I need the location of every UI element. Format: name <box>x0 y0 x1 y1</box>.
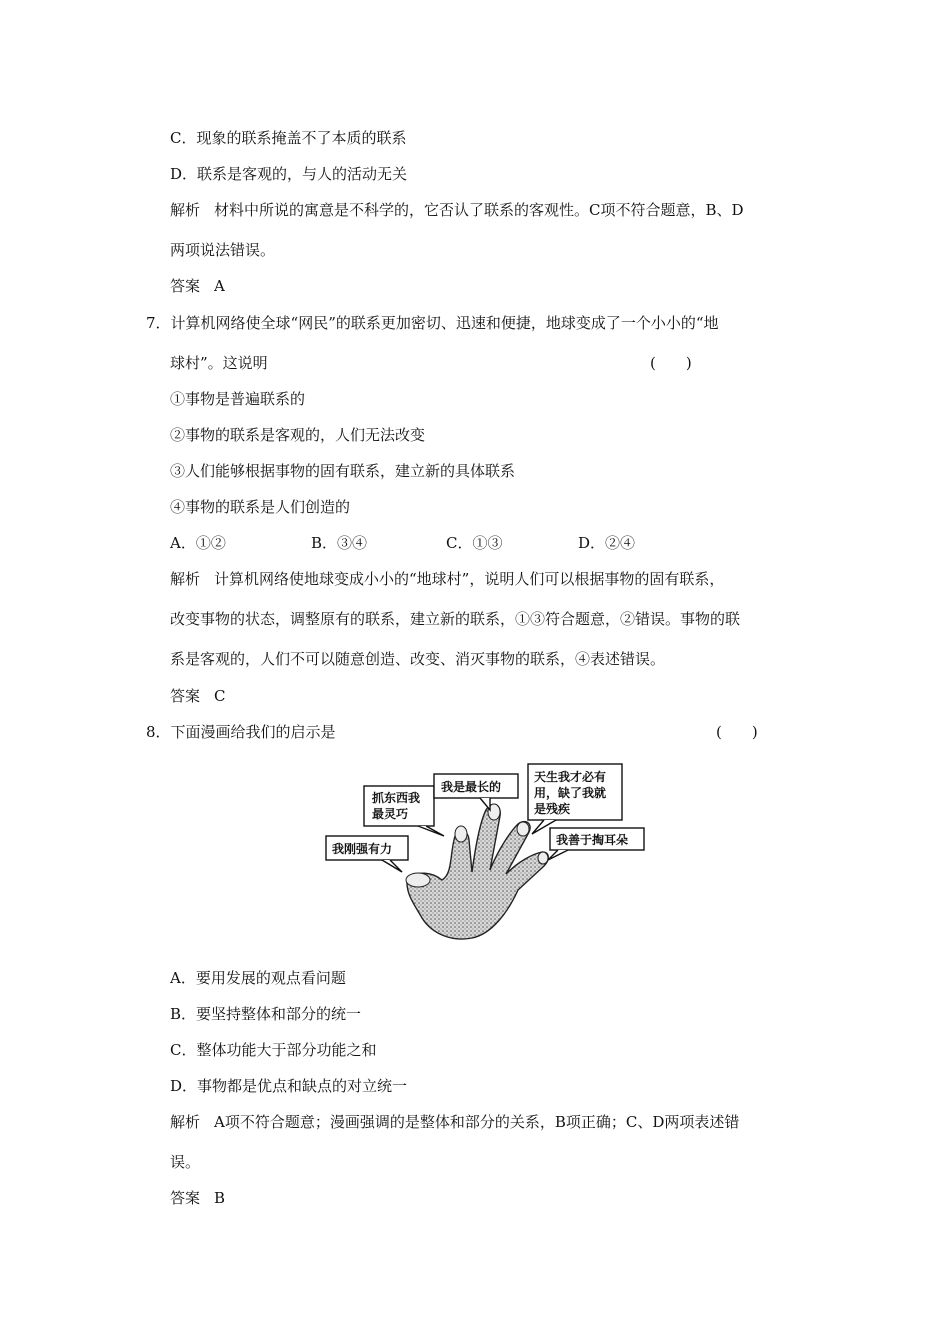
q7-answer <box>170 686 226 706</box>
q7-stem-line1 <box>146 313 719 333</box>
analysis-label: 解析 <box>170 1113 201 1131</box>
speech-bubble-index <box>364 786 444 836</box>
answer-label: 答案 <box>170 687 201 705</box>
bubble-ring-text-3: 是残疾 <box>534 802 571 816</box>
prev-option-c: C．现象的联系掩盖不了本质的联系 <box>170 129 407 147</box>
speech-bubble-little <box>548 828 644 860</box>
q7-analysis-line2: 改变事物的状态，调整原有的联系，建立新的联系，①③符合题意，②错误。事物的联 <box>170 610 741 628</box>
analysis-label: 解析 <box>170 570 201 588</box>
q7-item-3: ③人们能够根据事物的固有联系，建立新的具体联系 <box>170 462 516 480</box>
analysis-label: 解析 <box>170 201 201 219</box>
q8-answer <box>170 1188 225 1208</box>
q7-analysis-line1 <box>170 569 724 589</box>
hand-comic-illustration <box>322 762 650 942</box>
q8-option-c: C．整体功能大于部分功能之和 <box>170 1041 377 1059</box>
q7-option-c: C．①③ <box>446 534 503 552</box>
bubble-index-text-1: 抓东西我 <box>372 791 421 805</box>
q7-number: 7． <box>146 314 171 332</box>
q8-stem <box>146 722 336 742</box>
analysis-text: 计算机网络使地球变成小小的“地球村”，说明人们可以根据事物的固有联系， <box>214 570 725 588</box>
bubble-middle-text: 我是最长的 <box>441 780 502 794</box>
bubble-thumb-text: 我刚强有力 <box>332 842 393 856</box>
q7-item-2: ②事物的联系是客观的，人们无法改变 <box>170 426 426 444</box>
q7-option-b: B．③④ <box>311 534 368 552</box>
q7-option-d: D．②④ <box>578 534 636 552</box>
q8-number: 8． <box>146 723 171 741</box>
speech-bubble-thumb <box>326 836 408 872</box>
bubble-index-text-2: 最灵巧 <box>372 807 409 821</box>
q7-answer-paren: ( ) <box>650 354 692 372</box>
answer-value: C <box>214 687 226 705</box>
q8-answer-paren: ( ) <box>716 723 758 741</box>
analysis-text: A项不符合题意；漫画强调的是整体和部分的关系，B项正确；C、D两项表述错 <box>214 1113 740 1131</box>
analysis-text: 材料中所说的寓意是不科学的，它否认了联系的客观性。C项不符合题意，B、D <box>214 201 744 219</box>
q8-option-a: A．要用发展的观点看问题 <box>170 969 346 987</box>
q7-item-4: ④事物的联系是人们创造的 <box>170 498 351 516</box>
q7-option-a: A．①② <box>170 534 226 552</box>
prev-analysis-line2: 两项说法错误。 <box>170 241 276 259</box>
answer-label: 答案 <box>170 1189 201 1207</box>
speech-bubble-ring <box>528 764 622 834</box>
bubble-ring-text-1: 天生我才必有 <box>534 770 607 784</box>
bubble-little-text: 我善于掏耳朵 <box>556 833 629 847</box>
q8-analysis-line1 <box>170 1112 739 1132</box>
answer-value: B <box>214 1189 226 1207</box>
q8-option-d: D．事物都是优点和缺点的对立统一 <box>170 1077 408 1095</box>
bubble-ring-text-2: 用，缺了我就 <box>534 786 607 800</box>
q8-option-b: B．要坚持整体和部分的统一 <box>170 1005 362 1023</box>
q7-item-1: ①事物是普遍联系的 <box>170 390 306 408</box>
q7-options <box>170 533 770 553</box>
answer-label: 答案 <box>170 277 201 295</box>
answer-value: A <box>214 277 225 295</box>
q7-analysis-line3: 系是客观的，人们不可以随意创造、改变、消灭事物的联系，④表述错误。 <box>170 650 666 668</box>
q8-analysis-line2: 误。 <box>170 1153 201 1171</box>
prev-analysis-line1 <box>170 200 744 220</box>
q7-stem-line2: 球村”。这说明 <box>170 354 268 372</box>
prev-answer <box>170 276 225 296</box>
prev-option-d: D．联系是客观的，与人的活动无关 <box>170 165 408 183</box>
q7-stem-text: 计算机网络使全球“网民”的联系更加密切、迅速和便捷，地球变成了一个小小的“地 <box>170 314 719 332</box>
speech-bubble-middle <box>434 774 518 810</box>
q8-stem-text: 下面漫画给我们的启示是 <box>170 723 336 741</box>
